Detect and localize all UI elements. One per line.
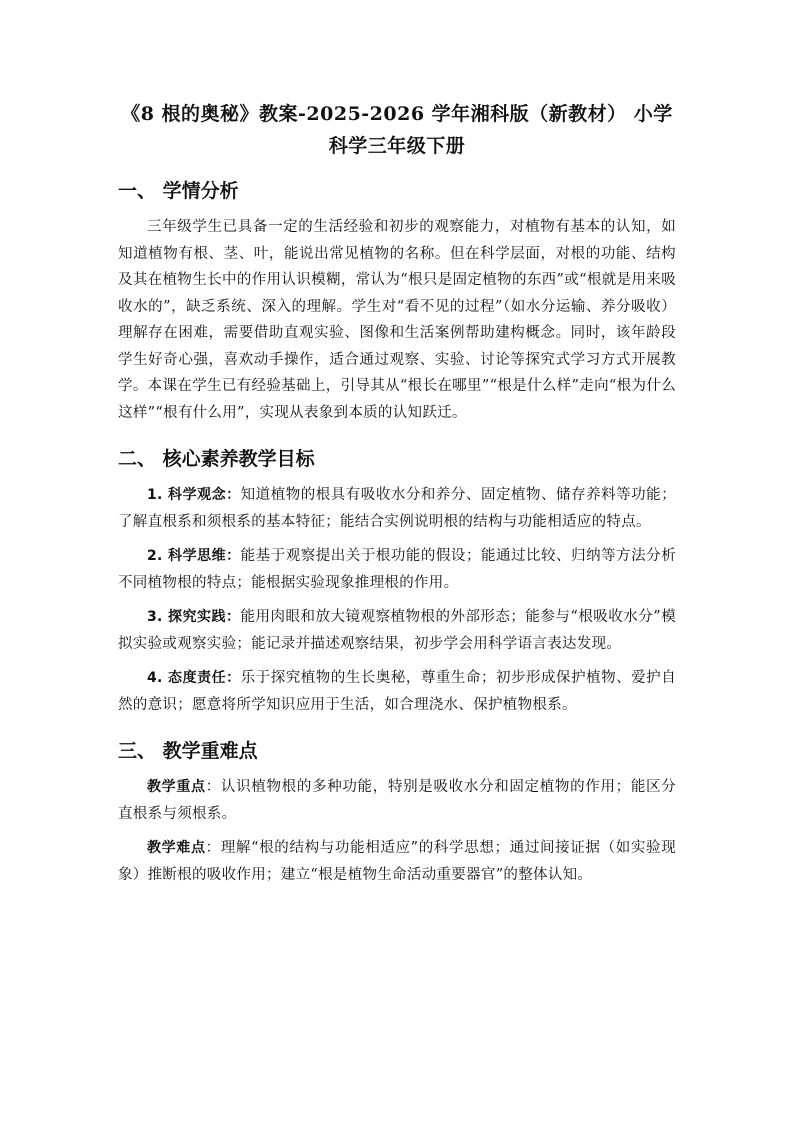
objective-item bbox=[118, 543, 676, 596]
objective-lead: 2. 科学思维： bbox=[147, 548, 241, 564]
section-heading: 二、 核心素养教学目标 bbox=[118, 448, 315, 470]
key-point-text: ：认识植物根的多种功能，特别是吸收水分和固定植物的作用；能区分直根系与须根系。 bbox=[118, 779, 677, 822]
objective-text: 知道植物的根具有吸收水分和养分、固定植物、储存养料等功能；了解直根系和须根系的基本特征；能结合实例说明根的结构与功能相适应的特点。 bbox=[118, 487, 676, 530]
objective-lead: 3. 探究实践： bbox=[147, 609, 241, 625]
section-heading: 一、 学情分析 bbox=[118, 180, 239, 202]
difficult-point-text: ：理解“根的结构与功能相适应”的科学思想；通过间接证据（如实验现象）推断根的吸收作用；建立“根是植物生命活动重要器官”的整体认知。 bbox=[118, 840, 676, 883]
objective-item bbox=[118, 482, 676, 535]
objective-lead: 4. 态度责任： bbox=[147, 670, 241, 686]
difficult-point-lead: 教学难点 bbox=[147, 840, 206, 856]
objective-item bbox=[118, 665, 676, 718]
section-core-literacy-objectives bbox=[118, 444, 676, 718]
paragraph bbox=[118, 214, 676, 426]
key-point-item bbox=[118, 774, 676, 827]
objective-item bbox=[118, 604, 676, 657]
paragraph-text: 三年级学生已具备一定的生活经验和初步的观察能力，对植物有基本的认知，如知道植物有根、茎、叶，能说出常见植物的名称。但在科学层面，对根的功能、结构及其在植物生长中的作用认识模糊，常认为“根只是固定植物的东西”或“根就是用来吸收水的”，缺乏系统、深入的理解。学生对“看不见的过程”（如水分运输、养分吸收）理解存在困难，需要借助直观实验、图像和生活案例帮助建构概念。同时，该年龄段学生好奇心强，喜欢动手操作，适合通过观察、实验、讨论等探究式学习方式开展教学。本课在学生已有经验基础上，引导其从“根长在哪里”“根是什么样”走向“根为什么这样”“根有什么用”，实现从表象到本质的认知跃迁。 bbox=[118, 219, 676, 421]
objective-text: 乐于探究植物的生长奥秘，尊重生命；初步形成保护植物、爱护自然的意识；愿意将所学知识应用于生活，如合理浇水、保护植物根系。 bbox=[118, 670, 676, 713]
objective-text: 能用肉眼和放大镜观察植物根的外部形态；能参与“根吸收水分”模拟实验或观察实验；能记录并描述观察结果，初步学会用科学语言表达发现。 bbox=[118, 609, 676, 652]
document-title: 《8 根的奥秘》教案-2025-2026 学年湘科版（新教材） 小学科学三年级下册 bbox=[121, 103, 673, 157]
section-heading: 三、 教学重难点 bbox=[118, 740, 258, 762]
objective-text: 能基于观察提出关于根功能的假设；能通过比较、归纳等方法分析不同植物根的特点；能根据实验现象推理根的作用。 bbox=[118, 548, 676, 591]
section-learner-analysis bbox=[118, 176, 676, 426]
section-key-difficult-points bbox=[118, 736, 676, 888]
difficult-point-item bbox=[118, 835, 676, 888]
objective-lead: 1. 科学观念： bbox=[147, 487, 241, 503]
key-point-lead: 教学重点 bbox=[147, 779, 206, 795]
